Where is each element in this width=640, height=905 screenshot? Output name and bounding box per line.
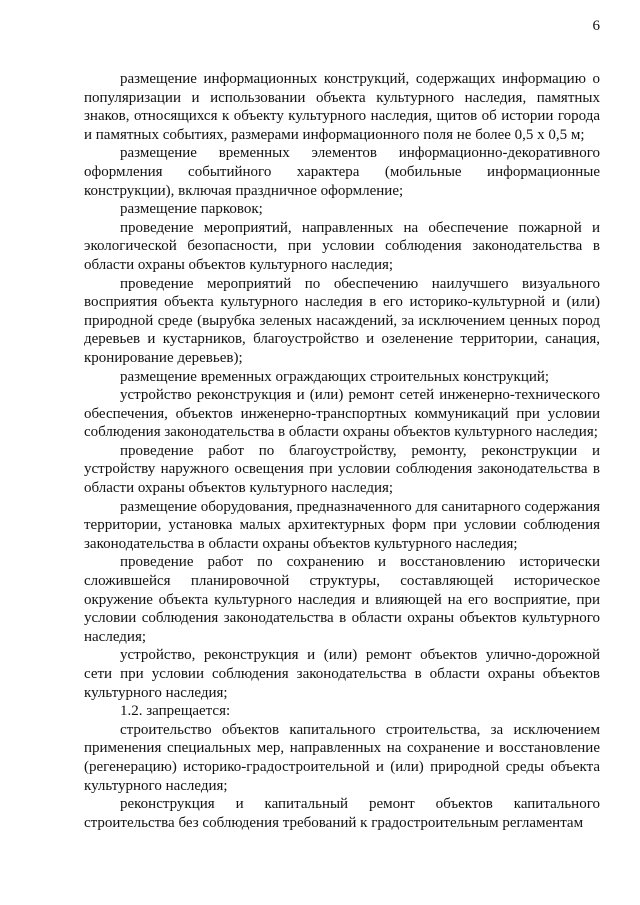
paragraph: размещение временных ограждающих строительных конструкций;	[120, 368, 550, 385]
paragraph: размещение оборудования, предназначенного для санитарного содержания территории, установка малых архитектурных форм при условии соблюдения законодательства в области охраны объектов культурного наследия;	[84, 498, 600, 552]
paragraph: проведение мероприятий по обеспечению наилучшего визуального восприятия объекта культурного наследия в его историко-культурной и (или) природной среде (вырубка зеленых насаждений, за исключением ценных пород деревьев и кустарников, благоустройство и озеленение территории, санация, кронирование деревьев);	[84, 275, 600, 366]
paragraph: устройство, реконструкция и (или) ремонт объектов улично-дорожной сети при условии соблюдения законодательства в области охраны объектов культурного наследия;	[84, 647, 600, 701]
document-body	[84, 70, 600, 832]
paragraph: размещение парковок;	[120, 201, 263, 218]
section-heading: 1.2. запрещается:	[120, 703, 231, 720]
paragraph: размещение временных элементов информационно-декоративного оформления событийного характера (мобильные информационные конструкции), включая праздничное оформление;	[84, 145, 600, 199]
paragraph: проведение работ по сохранению и восстановлению исторически сложившейся планировочной структуры, составляющей историческое окружение объекта культурного наследия и влияющей на его восприятие, при условии соблюдения законодательства в области охраны объектов культурного наследия;	[84, 554, 600, 645]
paragraph: проведение мероприятий, направленных на обеспечение пожарной и экологической безопасности, при условии соблюдения законодательства в области охраны объектов культурного наследия;	[84, 219, 600, 273]
paragraph: размещение информационных конструкций, содержащих информацию о популяризации и использовании объекта культурного наследия, памятных знаков, относящихся к объекту культурного наследия, щитов об истории города и памятных событиях, размерами информационного поля не более 0,5 х 0,5 м;	[84, 71, 600, 143]
page-number: 6	[592, 18, 600, 34]
paragraph: устройство реконструкция и (или) ремонт сетей инженерно-технического обеспечения, объектов инженерно-транспортных коммуникаций при условии соблюдения законодательства в области охраны объектов культурного наследия;	[84, 387, 600, 441]
paragraph: проведение работ по благоустройству, ремонту, реконструкции и устройству наружного освещения при условии соблюдения законодательства в области охраны объектов культурного наследия;	[84, 442, 600, 497]
paragraph: строительство объектов капитального строительства, за исключением применения специальных мер, направленных на сохранение и восстановление (регенерацию) историко-градостроительной и (или) природной среды объекта культурного наследия;	[84, 721, 600, 794]
paragraph: реконструкция и капитальный ремонт объектов капитального строительства без соблюдения требований к градостроительным регламентам	[84, 796, 600, 831]
